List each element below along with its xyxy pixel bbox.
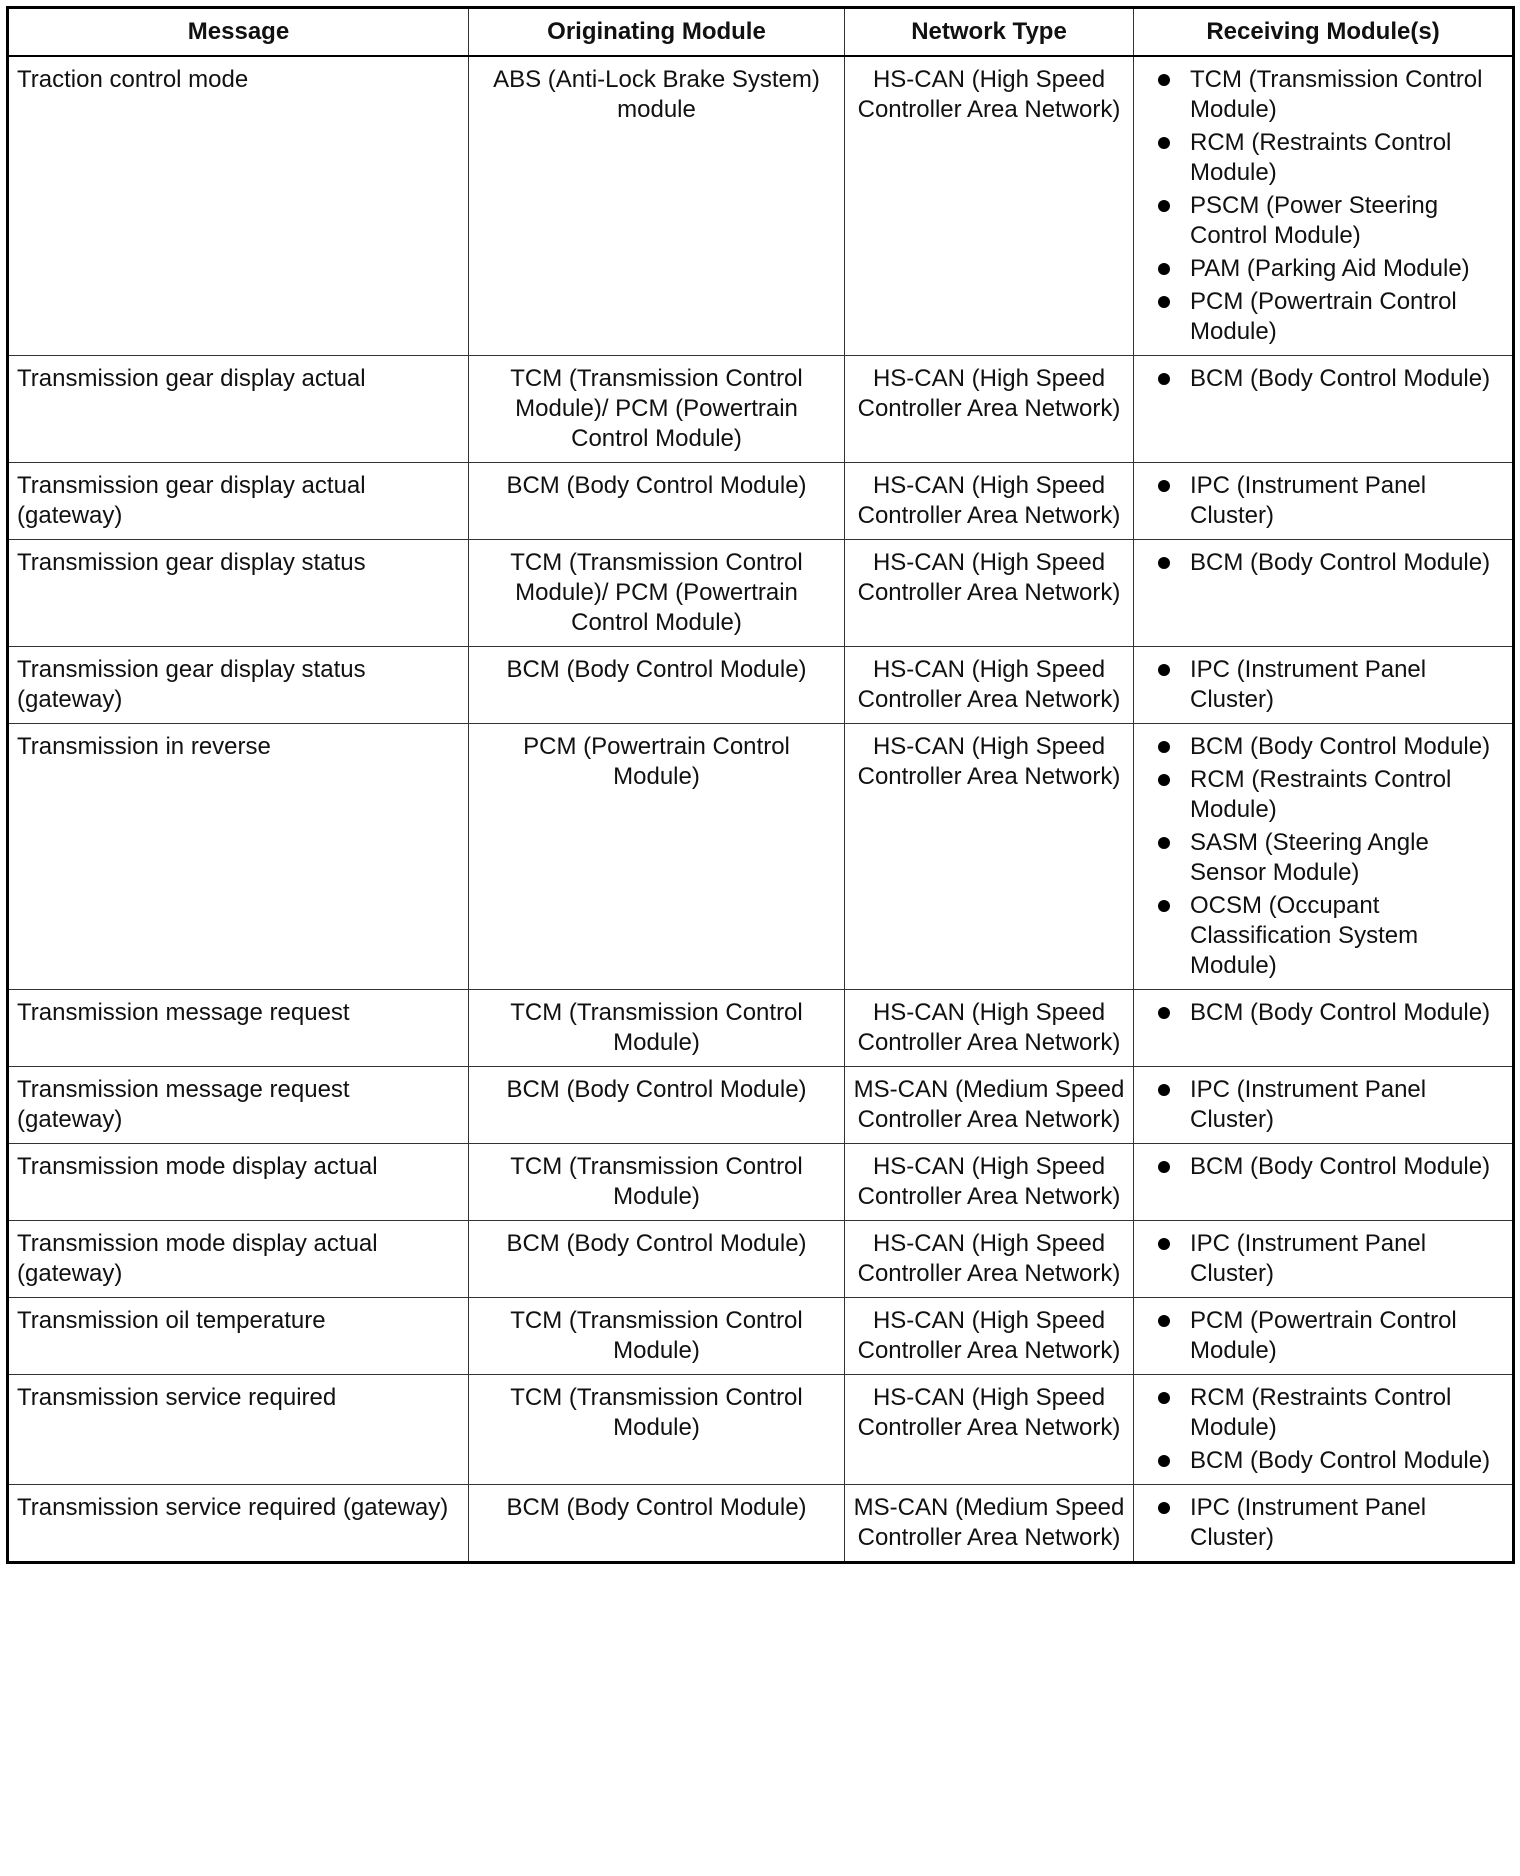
list-item — [1156, 1446, 1508, 1476]
originating-module-cell: BCM (Body Control Module) — [469, 463, 845, 540]
list-item — [1156, 1306, 1508, 1366]
message-cell: Transmission mode display actual (gateway) — [8, 1221, 469, 1298]
document-page — [6, 6, 1512, 1872]
column-header-receiving-modules: Receiving Module(s) — [1134, 8, 1514, 57]
receiving-modules-cell — [1134, 1067, 1514, 1144]
bullet-icon — [1158, 1084, 1170, 1096]
list-item — [1156, 655, 1508, 715]
receiving-modules-list — [1156, 655, 1508, 715]
table-row — [8, 990, 1514, 1067]
list-item — [1156, 1152, 1508, 1182]
table-row — [8, 1144, 1514, 1221]
network-type-cell: HS-CAN (High Speed Controller Area Network) — [845, 463, 1134, 540]
message-cell: Transmission message request (gateway) — [8, 1067, 469, 1144]
receiving-module-label: IPC (Instrument Panel Cluster) — [1190, 1230, 1427, 1287]
table-row — [8, 1375, 1514, 1485]
originating-module-cell: BCM (Body Control Module) — [469, 1485, 845, 1563]
message-cell: Transmission gear display status — [8, 540, 469, 647]
receiving-module-label: RCM (Restraints Control Module) — [1190, 766, 1452, 823]
bullet-icon — [1158, 774, 1170, 786]
receiving-modules-cell — [1134, 56, 1514, 356]
message-cell: Transmission service required (gateway) — [8, 1485, 469, 1563]
network-type-cell: HS-CAN (High Speed Controller Area Network) — [845, 356, 1134, 463]
receiving-modules-list — [1156, 1075, 1508, 1135]
bullet-icon — [1158, 373, 1170, 385]
receiving-modules-list — [1156, 998, 1508, 1028]
bullet-icon — [1158, 900, 1170, 912]
receiving-module-label: RCM (Restraints Control Module) — [1190, 1384, 1452, 1441]
receiving-modules-cell — [1134, 647, 1514, 724]
receiving-module-label: PSCM (Power Steering Control Module) — [1190, 192, 1439, 249]
network-type-cell: MS-CAN (Medium Speed Controller Area Network) — [845, 1485, 1134, 1563]
receiving-modules-list — [1156, 65, 1508, 347]
bullet-icon — [1158, 1238, 1170, 1250]
originating-module-cell: PCM (Powertrain Control Module) — [469, 724, 845, 990]
list-item — [1156, 471, 1508, 531]
receiving-modules-cell — [1134, 990, 1514, 1067]
receiving-modules-cell — [1134, 1298, 1514, 1375]
receiving-modules-list — [1156, 471, 1508, 531]
message-cell: Transmission message request — [8, 990, 469, 1067]
network-type-cell: HS-CAN (High Speed Controller Area Network) — [845, 1221, 1134, 1298]
receiving-module-label: PCM (Powertrain Control Module) — [1190, 288, 1457, 345]
list-item — [1156, 254, 1508, 284]
column-header-message: Message — [8, 8, 469, 57]
originating-module-cell: BCM (Body Control Module) — [469, 1067, 845, 1144]
bullet-icon — [1158, 1392, 1170, 1404]
bullet-icon — [1158, 1455, 1170, 1467]
receiving-module-label: BCM (Body Control Module) — [1190, 999, 1491, 1026]
network-type-cell: MS-CAN (Medium Speed Controller Area Network) — [845, 1067, 1134, 1144]
message-cell: Transmission in reverse — [8, 724, 469, 990]
originating-module-cell: TCM (Transmission Control Module) — [469, 1144, 845, 1221]
table-header-row — [8, 8, 1514, 57]
bullet-icon — [1158, 837, 1170, 849]
originating-module-cell: BCM (Body Control Module) — [469, 1221, 845, 1298]
bullet-icon — [1158, 1007, 1170, 1019]
list-item — [1156, 191, 1508, 251]
table-row — [8, 56, 1514, 356]
originating-module-cell: TCM (Transmission Control Module)/ PCM (Powertrain Control Module) — [469, 540, 845, 647]
receiving-modules-cell — [1134, 724, 1514, 990]
list-item — [1156, 828, 1508, 888]
table-row — [8, 540, 1514, 647]
network-type-cell: HS-CAN (High Speed Controller Area Network) — [845, 1298, 1134, 1375]
bullet-icon — [1158, 557, 1170, 569]
table-row — [8, 463, 1514, 540]
list-item — [1156, 548, 1508, 578]
table-row — [8, 356, 1514, 463]
receiving-modules-list — [1156, 732, 1508, 981]
list-item — [1156, 1493, 1508, 1553]
receiving-modules-list — [1156, 1493, 1508, 1553]
receiving-module-label: TCM (Transmission Control Module) — [1190, 66, 1483, 123]
receiving-module-label: IPC (Instrument Panel Cluster) — [1190, 656, 1427, 713]
receiving-module-label: BCM (Body Control Module) — [1190, 549, 1491, 576]
receiving-modules-list — [1156, 364, 1508, 394]
list-item — [1156, 1229, 1508, 1289]
receiving-modules-list — [1156, 1152, 1508, 1182]
receiving-modules-cell — [1134, 1485, 1514, 1563]
network-type-cell: HS-CAN (High Speed Controller Area Network) — [845, 540, 1134, 647]
table-row — [8, 1221, 1514, 1298]
originating-module-cell: TCM (Transmission Control Module) — [469, 990, 845, 1067]
table-row — [8, 1067, 1514, 1144]
receiving-module-label: PCM (Powertrain Control Module) — [1190, 1307, 1457, 1364]
list-item — [1156, 732, 1508, 762]
column-header-network-type: Network Type — [845, 8, 1134, 57]
list-item — [1156, 1075, 1508, 1135]
list-item — [1156, 287, 1508, 347]
receiving-module-label: RCM (Restraints Control Module) — [1190, 129, 1452, 186]
table-body — [8, 56, 1514, 1563]
receiving-modules-cell — [1134, 1375, 1514, 1485]
bullet-icon — [1158, 200, 1170, 212]
originating-module-cell: TCM (Transmission Control Module) — [469, 1375, 845, 1485]
message-cell: Transmission gear display actual — [8, 356, 469, 463]
list-item — [1156, 128, 1508, 188]
column-header-originating-module: Originating Module — [469, 8, 845, 57]
list-item — [1156, 998, 1508, 1028]
receiving-module-label: SASM (Steering Angle Sensor Module) — [1190, 829, 1429, 886]
receiving-modules-cell — [1134, 356, 1514, 463]
receiving-module-label: PAM (Parking Aid Module) — [1190, 255, 1470, 282]
list-item — [1156, 765, 1508, 825]
receiving-module-label: IPC (Instrument Panel Cluster) — [1190, 1494, 1427, 1551]
message-cell: Transmission oil temperature — [8, 1298, 469, 1375]
list-item — [1156, 1383, 1508, 1443]
network-type-cell: HS-CAN (High Speed Controller Area Network) — [845, 1144, 1134, 1221]
receiving-modules-list — [1156, 548, 1508, 578]
message-cell: Traction control mode — [8, 56, 469, 356]
bullet-icon — [1158, 1502, 1170, 1514]
receiving-module-label: OCSM (Occupant Classification System Module) — [1190, 892, 1419, 979]
bullet-icon — [1158, 664, 1170, 676]
receiving-module-label: BCM (Body Control Module) — [1190, 365, 1491, 392]
receiving-modules-cell — [1134, 540, 1514, 647]
message-cell: Transmission gear display actual (gateway) — [8, 463, 469, 540]
receiving-modules-list — [1156, 1306, 1508, 1366]
table-row — [8, 1485, 1514, 1563]
table-row — [8, 724, 1514, 990]
network-type-cell: HS-CAN (High Speed Controller Area Network) — [845, 1375, 1134, 1485]
receiving-module-label: BCM (Body Control Module) — [1190, 1447, 1491, 1474]
message-cell: Transmission service required — [8, 1375, 469, 1485]
bullet-icon — [1158, 480, 1170, 492]
message-cell: Transmission mode display actual — [8, 1144, 469, 1221]
receiving-modules-list — [1156, 1383, 1508, 1476]
network-type-cell: HS-CAN (High Speed Controller Area Network) — [845, 724, 1134, 990]
originating-module-cell: TCM (Transmission Control Module) — [469, 1298, 845, 1375]
originating-module-cell: ABS (Anti-Lock Brake System) module — [469, 56, 845, 356]
receiving-modules-cell — [1134, 463, 1514, 540]
list-item — [1156, 364, 1508, 394]
bullet-icon — [1158, 263, 1170, 275]
table-row — [8, 1298, 1514, 1375]
receiving-module-label: BCM (Body Control Module) — [1190, 733, 1491, 760]
bullet-icon — [1158, 137, 1170, 149]
list-item — [1156, 65, 1508, 125]
originating-module-cell: BCM (Body Control Module) — [469, 647, 845, 724]
receiving-module-label: BCM (Body Control Module) — [1190, 1153, 1491, 1180]
network-type-cell: HS-CAN (High Speed Controller Area Network) — [845, 647, 1134, 724]
bullet-icon — [1158, 1315, 1170, 1327]
network-type-cell: HS-CAN (High Speed Controller Area Network) — [845, 990, 1134, 1067]
network-type-cell: HS-CAN (High Speed Controller Area Network) — [845, 56, 1134, 356]
table-row — [8, 647, 1514, 724]
bullet-icon — [1158, 74, 1170, 86]
bullet-icon — [1158, 296, 1170, 308]
list-item — [1156, 891, 1508, 981]
receiving-module-label: IPC (Instrument Panel Cluster) — [1190, 472, 1427, 529]
bullet-icon — [1158, 741, 1170, 753]
receiving-module-label: IPC (Instrument Panel Cluster) — [1190, 1076, 1427, 1133]
receiving-modules-cell — [1134, 1221, 1514, 1298]
message-cell: Transmission gear display status (gateway) — [8, 647, 469, 724]
bullet-icon — [1158, 1161, 1170, 1173]
originating-module-cell: TCM (Transmission Control Module)/ PCM (Powertrain Control Module) — [469, 356, 845, 463]
network-message-table — [6, 6, 1515, 1564]
receiving-modules-list — [1156, 1229, 1508, 1289]
receiving-modules-cell — [1134, 1144, 1514, 1221]
